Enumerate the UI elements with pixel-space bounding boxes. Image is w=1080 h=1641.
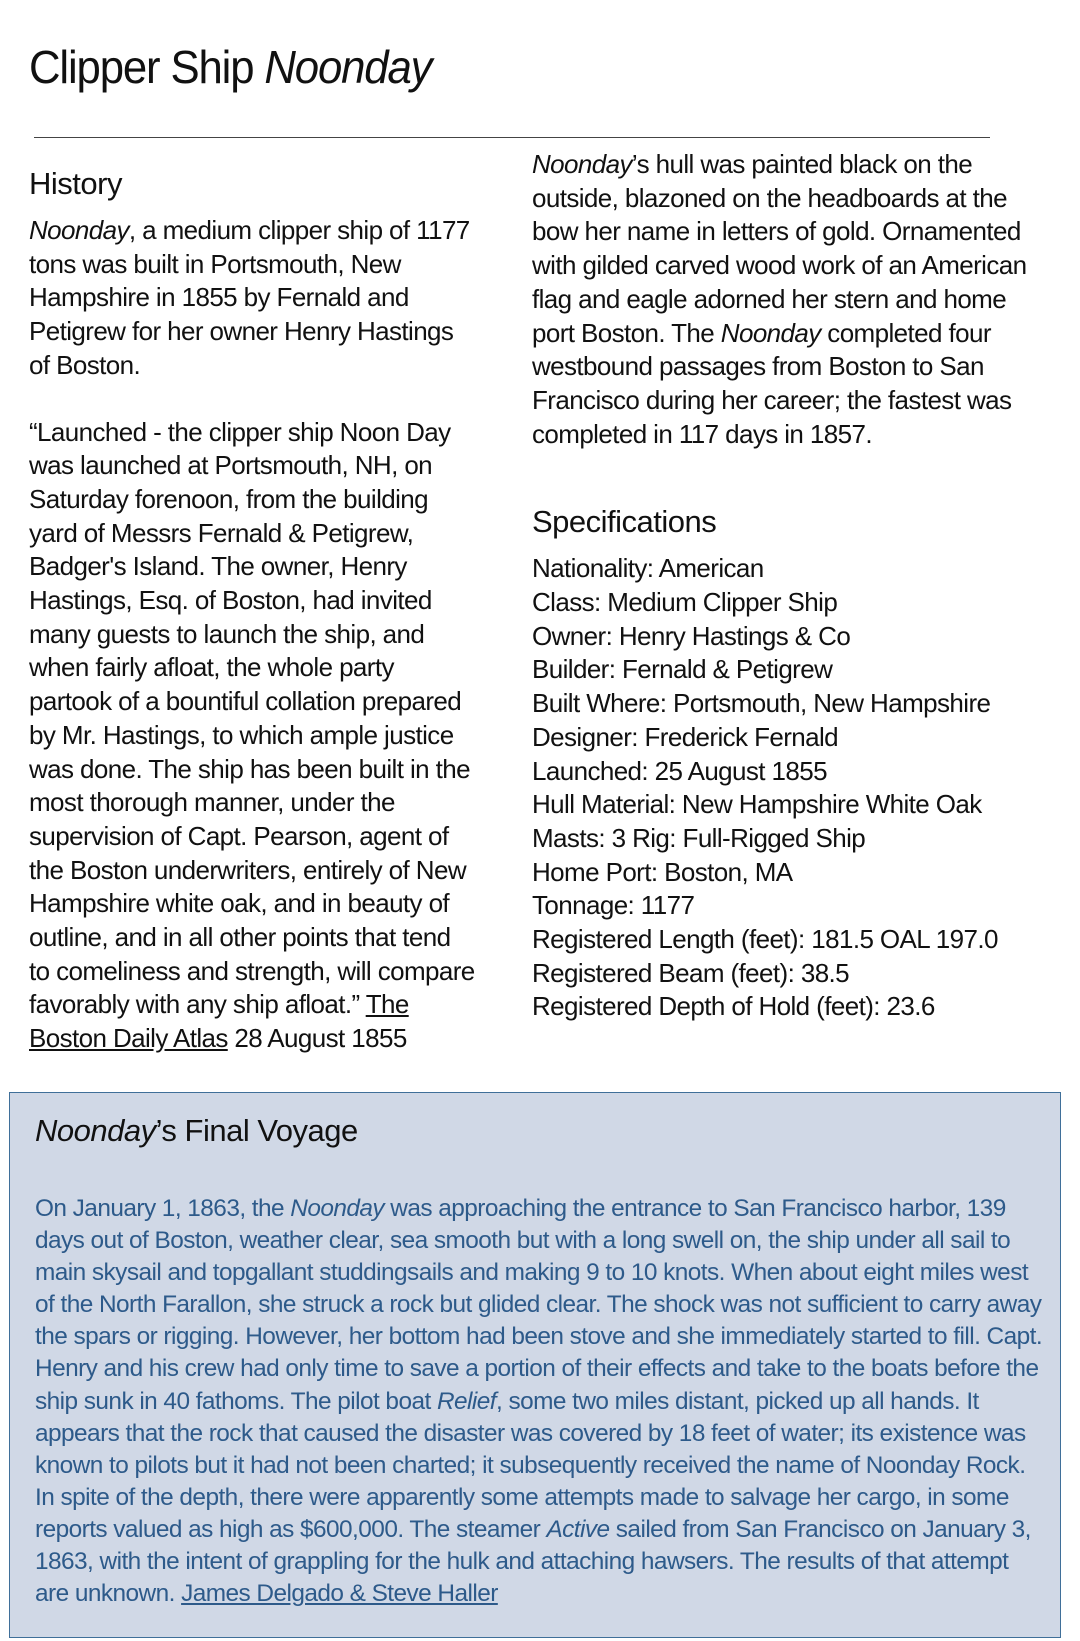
quote-line: “Launched - the clipper ship Noon Day: [29, 416, 451, 447]
spec-item: Designer: Frederick Fernald: [532, 721, 839, 752]
voyage-line: days out of Boston, weather clear, sea smooth but with a long swell on, the ship under all sail to: [35, 1227, 1011, 1255]
voyage-line: appears that the rock that caused the disaster was covered by 18 feet of water; its existence was: [35, 1419, 1026, 1447]
specifications-heading: Specifications: [532, 504, 717, 540]
history-heading: History: [29, 166, 122, 201]
quote-line: Hastings, Esq. of Boston, had invited: [29, 585, 432, 616]
voyage-credit: James Delgado & Steve Haller: [181, 1580, 498, 1608]
history-intro-line: of Boston.: [29, 349, 141, 380]
launch-quote-paragraph: [29, 416, 475, 1056]
voyage-line: are unknown. James Delgado & Steve Haller: [35, 1580, 498, 1608]
voyage-steamer-name: Active: [546, 1515, 610, 1543]
history-intro-line: tons was built in Portsmouth, New: [29, 248, 401, 279]
voyage-line: known to pilots but it had not been charted; it subsequently received the name of Noonday Rock.: [35, 1451, 1026, 1479]
hull-description-paragraph: [532, 148, 1052, 451]
spec-item: Registered Beam (feet): 38.5: [532, 957, 850, 988]
specifications-list: [532, 552, 1052, 1024]
spec-item: Masts: 3 Rig: Full-Rigged Ship: [532, 822, 866, 853]
voyage-line: Henry and his crew had only time to save a portion of their effects and take to the boats before the: [35, 1355, 1039, 1383]
quote-line: when fairly afloat, the whole party: [29, 652, 394, 683]
quote-line: outline, and in all other points that tend: [29, 922, 451, 953]
quote-line: by Mr. Hastings, to which ample justice: [29, 719, 454, 750]
spec-item: Launched: 25 August 1855: [532, 755, 827, 786]
voyage-line: the spars or rigging. However, her bottom had been stove and she immediately started to fill. Capt.: [35, 1323, 1043, 1351]
history-intro-line: Petigrew for her owner Henry Hastings: [29, 316, 454, 347]
quote-line: many guests to launch the ship, and: [29, 618, 425, 649]
hull-line: port Boston. The Noonday completed four: [532, 317, 991, 348]
quote-source-part2: Boston Daily Atlas: [29, 1023, 228, 1054]
page-title-prefix: Clipper Ship: [29, 41, 265, 93]
history-section: [29, 165, 475, 1056]
final-voyage-paragraph: [35, 1193, 1042, 1610]
voyage-ship-name: Noonday: [290, 1195, 385, 1222]
voyage-line: ship sunk in 40 fathoms. The pilot boat Relief, some two miles distant, picked up all hands. It: [35, 1387, 979, 1415]
spec-item: Class: Medium Clipper Ship: [532, 587, 838, 618]
hull-line: flag and eagle adorned her stern and home: [532, 283, 1007, 314]
hull-ship-name: Noonday: [720, 317, 821, 348]
final-voyage-heading: Noonday’s Final Voyage: [35, 1113, 358, 1148]
voyage-line: On January 1, 1863, the Noonday was approaching the entrance to San Francisco harbor, 139: [35, 1195, 1006, 1222]
quote-line: Hampshire white oak, and in beauty of: [29, 888, 450, 919]
hull-line: with gilded carved wood work of an American: [532, 250, 1027, 281]
page-title: [29, 40, 431, 94]
quote-line: most thorough manner, under the: [29, 787, 395, 818]
hull-line: Noonday’s hull was painted black on the: [532, 149, 973, 179]
hull-line: outside, blazoned on the headboards at the: [532, 182, 1007, 213]
spec-item: Registered Depth of Hold (feet): 23.6: [532, 991, 935, 1022]
history-intro-line: Noonday, a medium clipper ship of 1177: [29, 215, 470, 245]
hull-line: bow her name in letters of gold. Ornamented: [532, 216, 1021, 247]
voyage-line: of the North Farallon, she struck a rock but glided clear. The shock was not sufficient to carry away: [35, 1291, 1042, 1319]
spec-item: Owner: Henry Hastings & Co: [532, 620, 851, 651]
description-section: [532, 148, 1052, 1024]
quote-line: to comeliness and strength, will compare: [29, 955, 475, 986]
history-intro-line: Hampshire in 1855 by Fernald and: [29, 282, 409, 313]
spec-item: Built Where: Portsmouth, New Hampshire: [532, 688, 991, 719]
spec-item: Hull Material: New Hampshire White Oak: [532, 789, 982, 820]
quote-source-date: 28 August 1855: [227, 1023, 407, 1054]
spec-item: Home Port: Boston, MA: [532, 856, 793, 887]
hull-line: completed in 117 days in 1857.: [532, 418, 872, 449]
page-title-ship-name: Noonday: [264, 41, 432, 93]
quote-line: supervision of Capt. Pearson, agent of: [29, 820, 449, 851]
quote-line: the Boston underwriters, entirely of New: [29, 854, 466, 885]
voyage-line: reports valued as high as $600,000. The steamer Active sailed from San Francisco on January 3,: [35, 1515, 1031, 1543]
quote-source-part1: The: [365, 989, 409, 1020]
final-voyage-box: [9, 1092, 1061, 1638]
hull-line: Francisco during her career; the fastest was: [532, 384, 1012, 415]
spec-item: Builder: Fernald & Petigrew: [532, 654, 833, 685]
hull-line: westbound passages from Boston to San: [532, 351, 984, 382]
history-intro-ship-name: Noonday: [29, 215, 129, 245]
voyage-line: 1863, with the intent of grappling for the hulk and attaching hawsers. The results of that attempt: [35, 1548, 1009, 1576]
spec-item: Tonnage: 1177: [532, 890, 695, 921]
quote-line: Badger's Island. The owner, Henry: [29, 551, 407, 582]
hull-ship-name: Noonday: [532, 149, 632, 179]
history-intro-paragraph: [29, 214, 469, 383]
voyage-line: main skysail and topgallant studdingsails and making 9 to 10 knots. When about eight miles west: [35, 1259, 1029, 1287]
voyage-pilot-boat-name: Relief: [436, 1387, 496, 1415]
quote-line: was done. The ship has been built in the: [29, 753, 470, 784]
spec-item: Registered Length (feet): 181.5 OAL 197.0: [532, 924, 998, 955]
quote-line: Saturday forenoon, from the building: [29, 483, 428, 514]
voyage-line: In spite of the depth, there were apparently some attempts made to salvage her cargo, in some: [35, 1483, 1009, 1511]
spec-item: Nationality: American: [532, 553, 764, 584]
final-voyage-heading-ship: Noonday: [35, 1113, 156, 1148]
quote-line: yard of Messrs Fernald & Petigrew,: [29, 517, 414, 548]
quote-source-line: [29, 1022, 469, 1056]
quote-line: favorably with any ship afloat.” The: [29, 989, 409, 1020]
quote-line: partook of a bountiful collation prepared: [29, 686, 462, 717]
title-divider: [34, 137, 990, 138]
quote-line: was launched at Portsmouth, NH, on: [29, 450, 433, 481]
